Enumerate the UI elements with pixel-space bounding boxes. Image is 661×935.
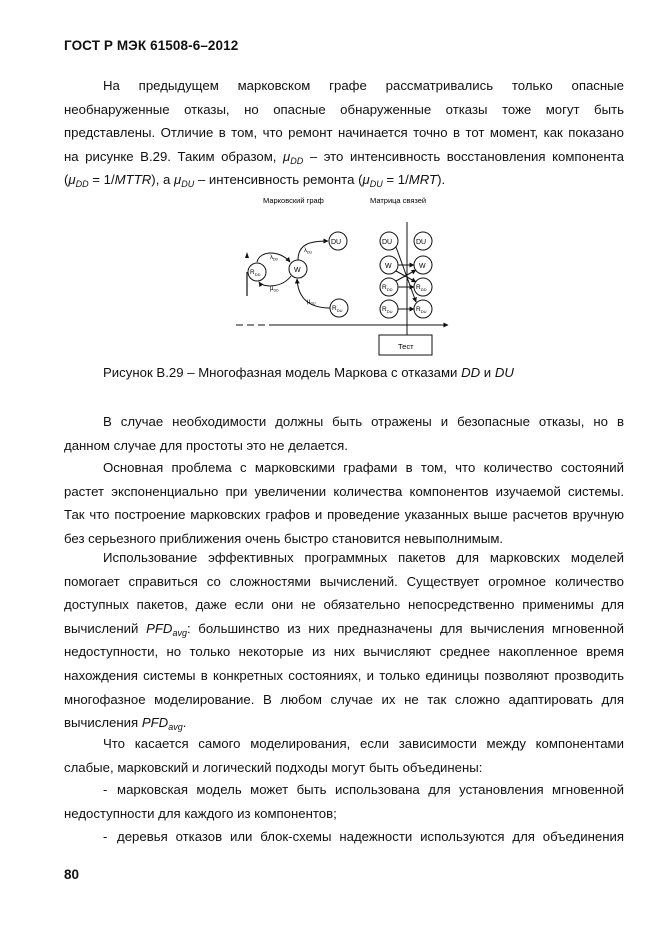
text-line: Так что построение марковских графов и проведение указанных выше расчетов вручную: [64, 507, 624, 523]
figure-caption: Рисунок В.29 – Многофазная модель Маркова с отказами DD и DU: [103, 365, 514, 380]
text-line: доступных пакетов, даже если они не обязательно непосредственно применимы для: [64, 597, 624, 613]
matrix-w-right-label: W: [419, 263, 426, 270]
test-label: Тест: [398, 342, 414, 351]
markov-graph-label: Марковский граф: [263, 196, 324, 205]
text-line: Использование эффективных программных пакетов для марковских моделей: [103, 550, 624, 565]
link-matrix: [380, 232, 432, 318]
text-line: слабые, марковский и логический подходы могут быть объединены:: [64, 759, 483, 775]
list-dash: -: [103, 782, 108, 797]
mu-du-label: $\mu_{DU}$: [307, 299, 316, 306]
text-line: вычислений $PFD_{avg}$: большинство из них предназначены для вычисления мгновенной: [64, 620, 624, 638]
text-line: деревья отказов или блок-схемы надежности используются для объединения: [117, 829, 624, 845]
state-r-du-label: $R_{DU}$: [332, 305, 343, 313]
paragraph: [64, 456, 624, 550]
text-line: марковская модель может быть использована для установления мгновенной: [117, 782, 624, 797]
markov-graph: [245, 232, 348, 317]
state-boundary-arrow: [245, 252, 249, 258]
link-matrix-label: Матрица связей: [370, 196, 427, 205]
state-du-label: DU: [331, 239, 342, 246]
text-line: На предыдущем марковском графе рассматривались только опасные: [103, 78, 624, 93]
link-du-rdu: [396, 247, 416, 302]
text-line: данном случае для простоты это не делается.: [64, 437, 348, 453]
paragraph: [64, 732, 624, 779]
transition-lambda-du: [298, 241, 328, 260]
lambda-dd-label: $\lambda_{DD}$: [270, 255, 279, 262]
matrix-du-left-label: DU: [382, 239, 393, 246]
text-line: без серьезного приближения очень быстро становится невыполнимым.: [64, 530, 504, 546]
mu-dd-label: $\mu_{DD}$: [270, 286, 279, 293]
list-item: [64, 825, 624, 849]
state-w-label: W: [294, 267, 301, 274]
list-dash: -: [103, 829, 108, 845]
state-r-dd-label: $R_{DD}$: [250, 269, 261, 277]
matrix-rdd-right-label: $R_{DD}$: [416, 284, 427, 292]
lambda-du-label: $\lambda_{DU}$: [304, 248, 313, 255]
text-line: представлены. Отличие в том, что ремонт начинается точно в тот момент, как показано: [64, 125, 624, 141]
text-line: растет экспоненциально при увеличении количества компонентов изучаемой системы.: [64, 483, 624, 499]
text-line: многофазное моделирование. В любом случае их не так сложно адаптировать для: [64, 691, 624, 707]
link-w-rdd: [396, 271, 416, 282]
text-line: помогает справиться со сложностями вычислений. Существует огромное количество: [64, 573, 624, 589]
matrix-du-right-label: DU: [416, 239, 427, 246]
link-rdd-w: [396, 270, 416, 281]
text-line: недоступности, но только некоторые из них вычисляют среднее накопленное время: [64, 644, 624, 660]
text-line: Что касается самого моделирования, если зависимости между компонентами: [103, 736, 624, 751]
text-line: Основная проблема с марковскими графами в том, что количество состояний: [103, 460, 624, 475]
paragraph: [64, 410, 624, 457]
text-line: ($\mu_{DD}$ = 1/MTTR), а $\mu_{DU}$ – интенсивность ремонта $(\mu_{DU} = 1/MRT)$.: [64, 172, 446, 190]
page-number: 80: [64, 867, 80, 882]
bullet-list: [64, 778, 624, 849]
matrix-w-left-label: W: [385, 263, 392, 270]
markov-diagram: [230, 192, 460, 362]
text-line: В случае необходимости должны быть отражены и безопасные отказы, но в: [103, 414, 624, 429]
text-line: необнаруженные отказы, но опасные обнаруженные отказы тоже могут быть: [64, 101, 624, 117]
document-header: ГОСТ Р МЭК 61508-6–2012: [64, 38, 239, 53]
text-line: вычисления $PFD_{avg}$.: [64, 715, 187, 733]
matrix-rdu-right-label: $R_{DU}$: [416, 306, 427, 314]
text-line: на рисунке В.29. Таким образом, $\mu_{DD}$ – это интенсивность восстановления компонента: [64, 148, 624, 166]
intro-paragraph: [64, 74, 624, 192]
text-line: недоступности для каждого из компонентов;: [64, 805, 337, 821]
text-line: нахождения системы в конкретных состояниях, и только единицы позволяют прозводить: [64, 667, 624, 683]
paragraph: [64, 546, 624, 735]
matrix-rdd-left-label: $R_{DD}$: [382, 284, 393, 292]
list-item: [64, 778, 624, 802]
matrix-rdu-left-label: $R_{DU}$: [382, 306, 393, 314]
